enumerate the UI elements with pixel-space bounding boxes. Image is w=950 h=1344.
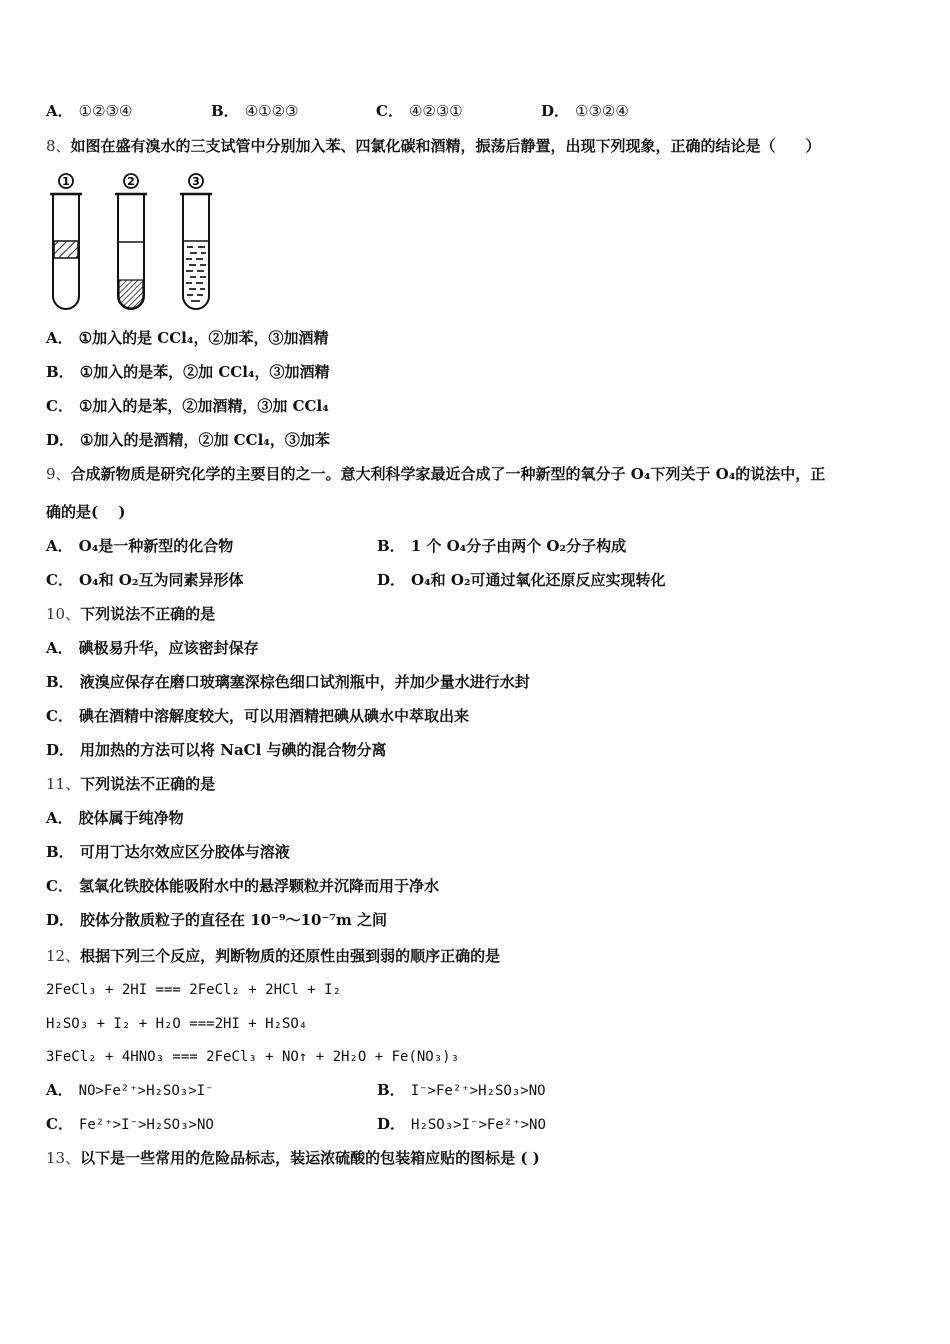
test-tubes-figure: [44, 170, 224, 315]
q8-option-a: A． ①加入的是 CCl₄，②加苯，③加酒精: [46, 329, 329, 347]
q11-option-d: D． 胶体分散质粒子的直径在 10⁻⁹～10⁻⁷m 之间: [46, 911, 388, 929]
svg-text:1: 1: [62, 175, 70, 188]
q10-option-a: A． 碘极易升华，应该密封保存: [46, 639, 259, 657]
q7-option-d: D． ①③②④: [541, 102, 629, 120]
q8-option-d: D． ①加入的是酒精，②加 CCl₄，③加苯: [46, 431, 330, 449]
q9-option-c: C． O₄和 O₂互为同素异形体: [46, 571, 244, 589]
q10-stem: 10、下列说法不正确的是: [46, 605, 216, 623]
q9-option-b: B． 1 个 O₄分子由两个 O₂分子构成: [377, 537, 627, 555]
q10-option-d: D． 用加热的方法可以将 NaCl 与碘的混合物分离: [46, 741, 387, 759]
q9-stem-line2: 确的是( ): [46, 503, 126, 521]
tube-2: [115, 174, 147, 309]
q13-stem: 13、以下是一些常用的危险品标志，装运浓硫酸的包装箱应贴的图标是 ( ): [46, 1149, 540, 1167]
q12-reaction-1: 2FeCl₃ + 2HI === 2FeCl₂ + 2HCl + I₂: [46, 982, 342, 998]
q7-option-c: C． ④②③①: [376, 102, 463, 120]
q12-reaction-3: 3FeCl₂ + 4HNO₃ === 2FeCl₃ + NO↑ + 2H₂O + Fe(NO₃)₃: [46, 1049, 460, 1065]
q9-stem-line1: 9、合成新物质是研究化学的主要目的之一。意大利科学家最近合成了一种新型的氧分子 O₄下列关于 O₄的说法中，正: [46, 465, 826, 483]
svg-text:3: 3: [192, 175, 200, 188]
q9-options-row-2: [46, 570, 906, 590]
q11-stem: 11、下列说法不正确的是: [46, 775, 216, 793]
test-tubes-illustration: [44, 170, 224, 315]
q12-option-a: A． NO>Fe²⁺>H₂SO₃>I⁻: [46, 1081, 214, 1099]
q10-option-b: B． 液溴应保存在磨口玻璃塞深棕色细口试剂瓶中，并加少量水进行水封: [46, 673, 530, 691]
q10-option-c: C． 碘在酒精中溶解度较大，可以用酒精把碘从碘水中萃取出来: [46, 707, 469, 725]
q9-options-row-1: [46, 536, 906, 556]
q8-option-c: C． ①加入的是苯，②加酒精，③加 CCl₄: [46, 397, 329, 415]
q8-stem: 8、如图在盛有溴水的三支试管中分别加入苯、四氯化碳和酒精，振荡后静置，出现下列现象，正确的结论是（ ）: [46, 137, 821, 155]
q11-option-c: C． 氢氧化铁胶体能吸附水中的悬浮颗粒并沉降而用于净水: [46, 877, 439, 895]
q12-option-b: B． I⁻>Fe²⁺>H₂SO₃>NO: [377, 1081, 546, 1099]
q12-option-c: C． Fe²⁺>I⁻>H₂SO₃>NO: [46, 1115, 214, 1133]
q11-option-b: B． 可用丁达尔效应区分胶体与溶液: [46, 843, 290, 861]
tube-1: [50, 174, 82, 309]
q7-option-a: A． ①②③④: [46, 102, 133, 120]
q12-option-d: D． H₂SO₃>I⁻>Fe²⁺>NO: [377, 1115, 546, 1133]
q12-reaction-2: H₂SO₃ + I₂ + H₂O ===2HI + H₂SO₄: [46, 1016, 308, 1032]
q9-option-d: D． O₄和 O₂可通过氧化还原反应实现转化: [377, 571, 666, 589]
q12-stem: 12、根据下列三个反应，判断物质的还原性由强到弱的顺序正确的是: [46, 947, 501, 965]
tube-3: [180, 174, 212, 309]
q11-option-a: A． 胶体属于纯净物: [46, 809, 184, 827]
svg-text:2: 2: [127, 175, 135, 188]
q12-options-row-2: [46, 1114, 906, 1134]
q8-option-b: B． ①加入的是苯，②加 CCl₄，③加酒精: [46, 363, 330, 381]
q12-options-row-1: [46, 1080, 906, 1100]
q9-option-a: A． O₄是一种新型的化合物: [46, 537, 234, 555]
q7-option-b: B． ④①②③: [211, 102, 299, 120]
